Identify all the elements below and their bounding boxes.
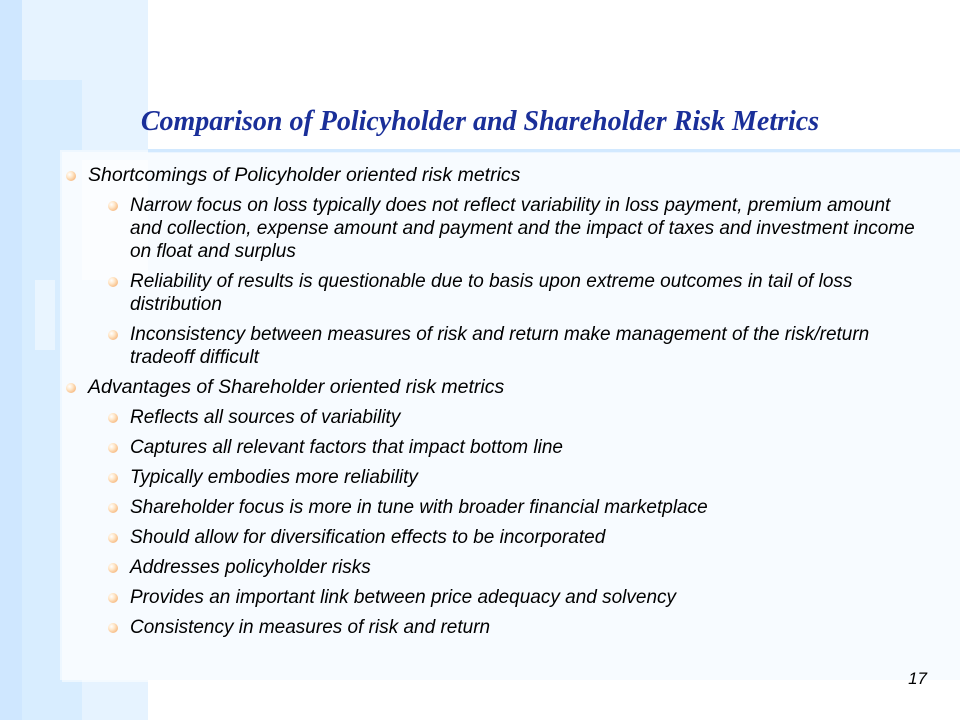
list-item: Reliability of results is questionable due to basis upon extreme outcomes in tail of loss distribution: [60, 270, 920, 316]
bullet-icon: [108, 201, 118, 211]
bullet-list: [60, 164, 920, 646]
bullet-icon: [66, 383, 76, 393]
bullet-icon: [108, 533, 118, 543]
bullet-icon: [108, 503, 118, 513]
bullet-icon: [108, 443, 118, 453]
list-item: Typically embodies more reliability: [60, 466, 920, 489]
list-item: Reflects all sources of variability: [60, 406, 920, 429]
list-item: Captures all relevant factors that impact bottom line: [60, 436, 920, 459]
list-item: Consistency in measures of risk and return: [60, 616, 920, 639]
bullet-icon: [108, 330, 118, 340]
list-item: Provides an important link between price adequacy and solvency: [60, 586, 920, 609]
page-number: 17: [908, 669, 927, 688]
slide-title: Comparison of Policyholder and Shareholder Risk Metrics: [140, 106, 820, 137]
list-item: Addresses policyholder risks: [60, 556, 920, 579]
bullet-icon: [108, 593, 118, 603]
bullet-icon: [108, 623, 118, 633]
bullet-icon: [108, 563, 118, 573]
list-item: Inconsistency between measures of risk and return make management of the risk/return tradeoff difficult: [60, 323, 920, 369]
bullet-icon: [108, 473, 118, 483]
background-block: [35, 280, 55, 350]
bullet-icon: [66, 171, 76, 181]
list-item: Should allow for diversification effects to be incorporated: [60, 526, 920, 549]
list-item: Narrow focus on loss typically does not reflect variability in loss payment, premium amount and collection, expense amount and payment and the impact of taxes and investment income on float and surplus: [60, 194, 920, 263]
bullet-icon: [108, 277, 118, 287]
section-heading: Shortcomings of Policyholder oriented risk metrics: [60, 164, 920, 187]
list-item: Shareholder focus is more in tune with broader financial marketplace: [60, 496, 920, 519]
bullet-icon: [108, 413, 118, 423]
section-heading: Advantages of Shareholder oriented risk metrics: [60, 376, 920, 399]
